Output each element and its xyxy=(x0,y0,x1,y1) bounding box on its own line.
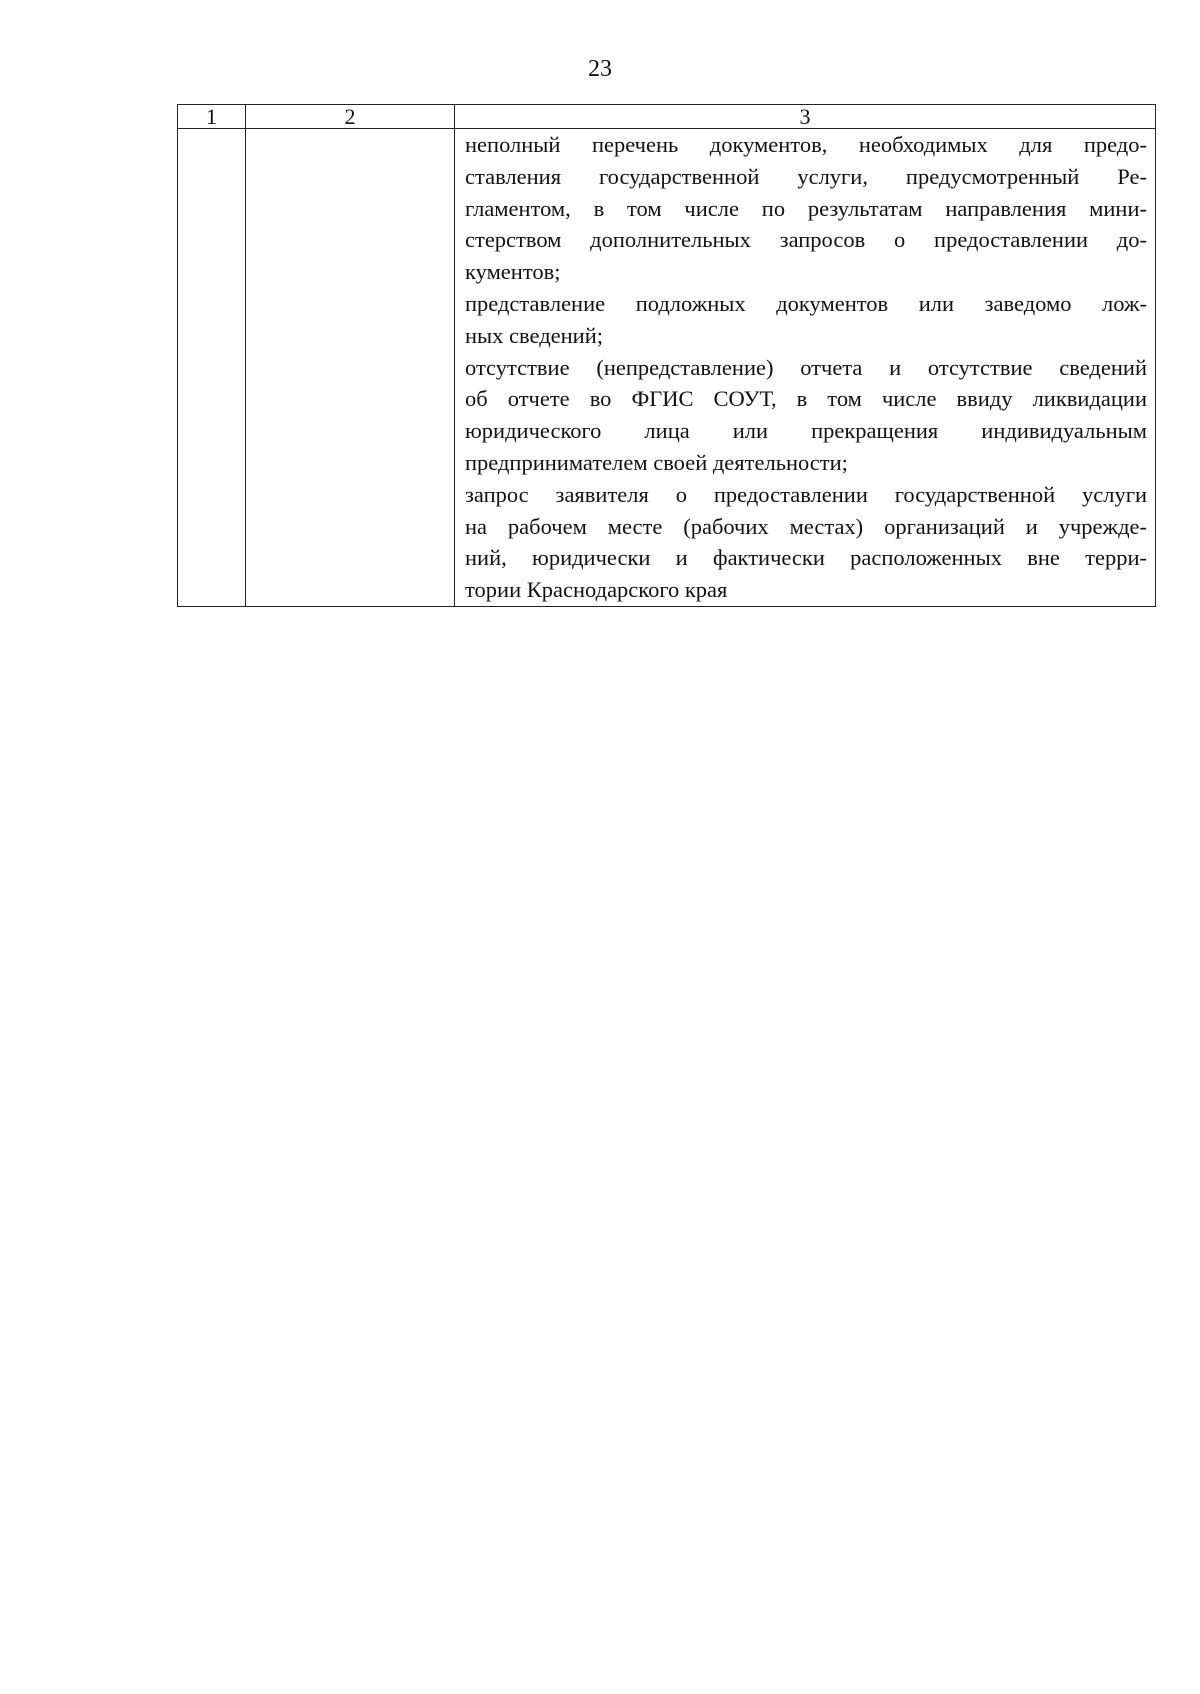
text-line: представление подложных документов или заведомо лож- xyxy=(465,290,1147,316)
text-line: стерством дополнительных запросов о предоставлении до- xyxy=(465,227,1147,253)
text-line: кументов; xyxy=(465,259,561,285)
header-cell-3: 3 xyxy=(455,105,1156,129)
row-cell-3 xyxy=(455,129,1156,607)
text-line: об отчете во ФГИС СОУТ, в том числе ввиду ликвидации xyxy=(465,386,1147,412)
paragraph-forged-documents xyxy=(465,288,1147,352)
text-line: ний, юридически и фактически расположенных вне терри- xyxy=(465,545,1147,571)
row-cell-1 xyxy=(178,129,246,607)
paragraph-incomplete-documents xyxy=(465,129,1147,288)
header-cell-1: 1 xyxy=(178,105,246,129)
text-line: предпринимателем своей деятельности; xyxy=(465,449,848,475)
regulation-table xyxy=(177,104,1156,607)
row-cell-2 xyxy=(246,129,455,607)
text-line: юридического лица или прекращения индивидуальным xyxy=(465,418,1147,444)
text-line: на рабочем месте (рабочих местах) организаций и учрежде- xyxy=(465,513,1147,539)
text-line: отсутствие (непредставление) отчета и отсутствие сведений xyxy=(465,354,1147,380)
text-line: гламентом, в том числе по результатам направления мини- xyxy=(465,195,1147,221)
table-row xyxy=(178,129,1156,607)
refusal-grounds-text xyxy=(455,129,1155,606)
page-number: 23 xyxy=(588,56,612,82)
header-cell-2: 2 xyxy=(246,105,455,129)
text-line: неполный перечень документов, необходимых для предо- xyxy=(465,132,1147,157)
text-line: тории Краснодарского края xyxy=(465,577,728,603)
text-line: ставления государственной услуги, предусмотренный Ре- xyxy=(465,163,1147,189)
paragraph-outside-territory xyxy=(465,479,1147,606)
table-header-row xyxy=(178,105,1156,129)
text-line: ных сведений; xyxy=(465,322,604,348)
paragraph-missing-report xyxy=(465,352,1147,479)
text-line: запрос заявителя о предоставлении государственной услуги xyxy=(465,481,1147,507)
